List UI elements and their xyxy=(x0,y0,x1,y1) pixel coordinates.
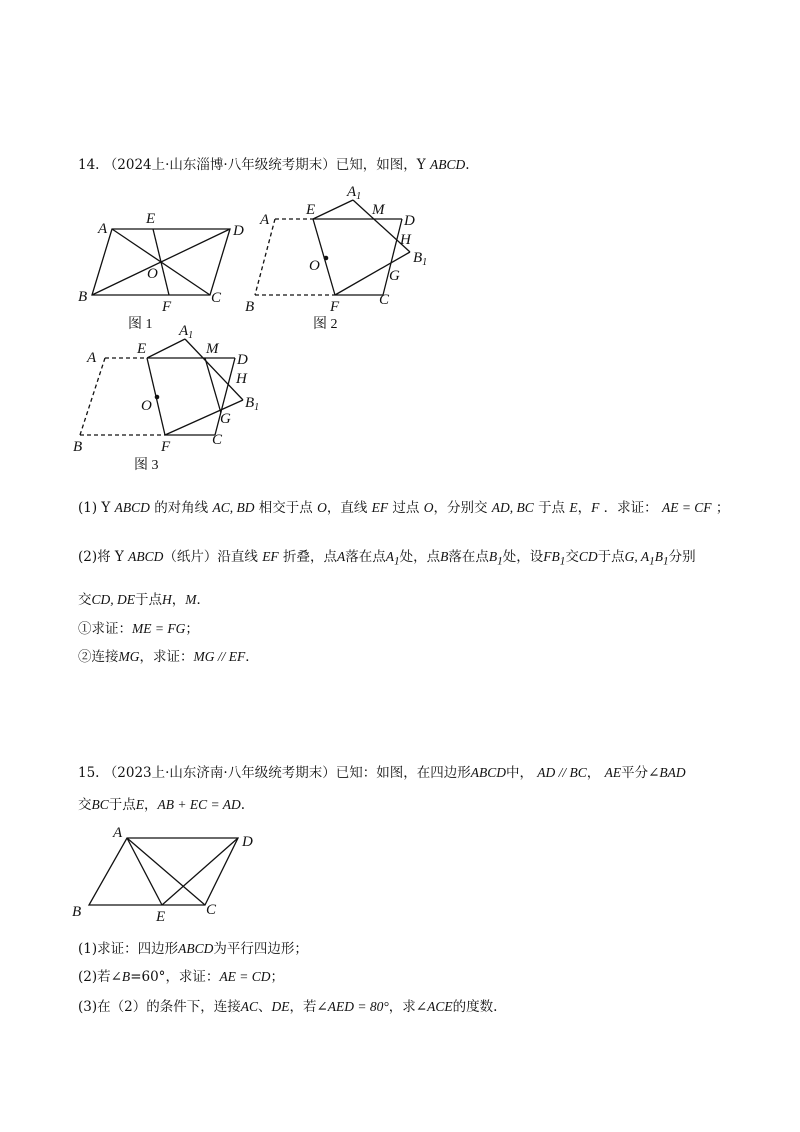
fig3-label-b1: $B_1$ xyxy=(245,395,260,413)
text: 已知：如图，在四边形 xyxy=(335,765,471,781)
math: AB + EC = AD xyxy=(157,797,241,812)
math: ME = FG xyxy=(132,621,186,636)
text: ， xyxy=(144,797,158,813)
math: O xyxy=(423,500,434,515)
segment-de xyxy=(162,838,238,905)
math: EF xyxy=(371,500,389,515)
part-number: (1) xyxy=(78,500,98,516)
text: ①求证： xyxy=(78,621,132,637)
fig3-label-a: A xyxy=(87,350,97,366)
fig2-label-o: O xyxy=(309,258,320,274)
math: ∠B xyxy=(110,969,131,984)
text: 、 xyxy=(257,999,272,1015)
text: 折叠，点 xyxy=(282,549,337,565)
fig2-label-e: E xyxy=(306,202,316,218)
dashed-ab xyxy=(80,358,105,435)
q15-header-line2 xyxy=(78,796,245,814)
math: CD xyxy=(578,549,598,564)
math: BC xyxy=(91,797,109,812)
q14-part2-line2 xyxy=(78,591,210,609)
text: ，求 xyxy=(388,999,416,1015)
text: 的对角线 xyxy=(154,500,209,516)
math: A xyxy=(336,549,346,564)
dashed-ab xyxy=(255,219,275,295)
q14-part1 xyxy=(78,499,729,517)
text: . xyxy=(240,797,246,813)
fig1-label-b: B xyxy=(78,289,88,305)
math: $A_1$ xyxy=(385,549,400,568)
fig3-label-h: H xyxy=(236,371,247,387)
math: ∠ACE xyxy=(415,999,453,1014)
q15-part2 xyxy=(78,968,284,986)
text: ； xyxy=(185,621,199,637)
text: ，分别交 xyxy=(433,500,488,516)
fig1-label-c: C xyxy=(211,290,222,306)
fig2-label-b: B xyxy=(245,299,255,315)
text: 处，设 xyxy=(502,549,544,565)
math: ABCD xyxy=(114,500,150,515)
text: ， xyxy=(171,592,186,608)
q15-part1 xyxy=(78,940,308,958)
math: B xyxy=(440,549,449,564)
fig3-label-b: B xyxy=(73,439,83,455)
text: ②连接 xyxy=(78,649,119,665)
q14-figure-3 xyxy=(65,320,280,475)
line-ef xyxy=(153,229,169,295)
text: 于点 xyxy=(108,797,136,813)
text: (3)在（2）的条件下，连接 xyxy=(78,999,241,1015)
q15-header xyxy=(78,764,686,782)
text: ； xyxy=(715,500,730,516)
fig1-label-f: F xyxy=(162,299,172,315)
math: AE = CF xyxy=(661,500,712,515)
math: G, $A_1B_1$ xyxy=(624,549,669,568)
fig1-label-e: E xyxy=(146,211,156,227)
fig1-label-d: D xyxy=(233,223,244,239)
text: 分别 xyxy=(668,549,696,565)
text: 于点 xyxy=(135,592,162,608)
math: $FB_1$ xyxy=(543,549,566,568)
text: ，直线 xyxy=(326,500,368,516)
q14-stem-end: . xyxy=(465,157,470,173)
parallelogram-symbol: Y xyxy=(416,157,426,173)
text: （纸片）沿直线 xyxy=(163,549,258,565)
fig-label-a: A xyxy=(113,825,123,841)
math: AE xyxy=(604,765,622,780)
q14-part2 xyxy=(78,548,696,571)
segment-ae xyxy=(127,838,162,905)
math: E xyxy=(135,797,145,812)
text: (1)求证：四边形 xyxy=(78,941,179,957)
text: 交 xyxy=(565,549,579,565)
point-o xyxy=(155,395,160,400)
fig1-label-a: A xyxy=(98,221,108,237)
text: 为平行四边形； xyxy=(213,941,308,957)
math: MG xyxy=(118,649,140,664)
q14-stem-math: ABCD xyxy=(429,157,466,172)
math: ∠AED = 80° xyxy=(316,999,389,1014)
math: ABCD xyxy=(470,765,506,780)
math: F xyxy=(591,500,600,515)
fig3-label-e: E xyxy=(137,341,147,357)
fig3-label-a1: $A_1$ xyxy=(179,323,194,341)
text: ，求证： xyxy=(165,969,220,985)
text: 相交于点 xyxy=(258,500,313,516)
q14-figure-2 xyxy=(240,180,440,335)
text: 中， xyxy=(505,765,533,781)
point-o xyxy=(324,256,329,261)
math: AC xyxy=(240,999,258,1014)
math: E xyxy=(569,500,578,515)
fig2-label-d: D xyxy=(404,213,415,229)
segment-ea1 xyxy=(147,339,185,358)
q14-figure-1 xyxy=(75,205,255,335)
math: AE = CD xyxy=(219,969,271,984)
text: ． xyxy=(245,649,259,665)
text: 落在点 xyxy=(345,549,386,565)
q14-number: 14. xyxy=(78,157,100,173)
fig1-label-o: O xyxy=(147,266,158,282)
parallelogram-symbol: Y xyxy=(101,500,111,516)
text: 于点 xyxy=(597,549,625,565)
fig2-label-h: H xyxy=(400,232,411,248)
text: ； xyxy=(270,969,285,985)
q14-stem: 已知，如图， xyxy=(335,157,417,173)
q14-subquestion-2 xyxy=(78,648,259,666)
fig-label-d: D xyxy=(242,834,253,850)
math: EF xyxy=(262,549,279,564)
fig3-label-g: G xyxy=(220,411,231,427)
text: 处，点 xyxy=(399,549,441,565)
fig-label-b: B xyxy=(72,904,82,920)
part-number: (2)将 xyxy=(78,549,111,565)
math: O xyxy=(317,500,327,515)
fig1-caption: 图 1 xyxy=(128,317,153,332)
math: DE xyxy=(271,999,290,1014)
math: MG // EF xyxy=(193,649,246,664)
math: ∠BAD xyxy=(648,765,686,780)
text: 交 xyxy=(78,592,92,608)
fig2-caption: 图 2 xyxy=(313,317,338,332)
fig2-label-c: C xyxy=(379,292,390,308)
segment-ac xyxy=(127,838,205,905)
text: ． xyxy=(196,592,210,608)
text: ， xyxy=(577,500,592,516)
fig3-label-f: F xyxy=(161,439,171,455)
fig-label-e: E xyxy=(156,909,166,925)
fig2-label-m: M xyxy=(372,202,385,218)
fig2-label-a: A xyxy=(260,212,270,228)
fig2-label-b1: $B_1$ xyxy=(413,250,428,268)
quadrilateral-abcd xyxy=(89,838,238,905)
math: M xyxy=(185,592,197,607)
text: =60° xyxy=(130,969,166,985)
math: ABCD xyxy=(178,941,214,956)
text: 交 xyxy=(78,797,92,813)
text: 于点 xyxy=(538,500,566,516)
q15-source: （2023上·山东济南·八年级统考期末） xyxy=(103,765,336,781)
fig2-label-a1: $A_1$ xyxy=(347,184,362,202)
text: ．求证： xyxy=(603,500,658,516)
q15-number: 15. xyxy=(78,765,100,781)
text: ， xyxy=(586,765,601,781)
text: 落在点 xyxy=(448,549,489,565)
segment-mg xyxy=(205,358,221,413)
math: $B_1$ xyxy=(488,549,503,568)
segment-ea1 xyxy=(313,200,353,219)
fig2-label-g: G xyxy=(389,268,400,284)
fig2-label-f: F xyxy=(330,299,340,315)
fig3-label-d: D xyxy=(237,352,248,368)
fig3-label-m: M xyxy=(206,341,219,357)
math: AC, BD xyxy=(212,500,255,515)
fig-label-c: C xyxy=(206,902,217,918)
parallelogram-symbol: Y xyxy=(114,549,124,565)
fig3-label-o: O xyxy=(141,398,152,414)
fig3-caption: 图 3 xyxy=(134,458,159,473)
math: ABCD xyxy=(128,549,164,564)
fig3-label-c: C xyxy=(212,432,223,448)
math: CD, DE xyxy=(91,592,135,607)
text: (2)若 xyxy=(78,969,111,985)
math: AD, BC xyxy=(491,500,534,515)
math: H xyxy=(162,592,172,607)
q14-header xyxy=(78,156,470,174)
text: ，求证： xyxy=(139,649,194,665)
text: 的度数. xyxy=(452,999,498,1015)
text: 平分 xyxy=(621,765,649,781)
q14-source: （2024上·山东淄博·八年级统考期末） xyxy=(103,157,336,173)
q14-subquestion-1 xyxy=(78,620,199,638)
q15-figure xyxy=(65,820,275,925)
math: AD // BC xyxy=(537,765,587,780)
q15-part3 xyxy=(78,998,497,1016)
segment-b1f xyxy=(165,400,243,435)
text: 过点 xyxy=(392,500,420,516)
text: ，若 xyxy=(289,999,317,1015)
